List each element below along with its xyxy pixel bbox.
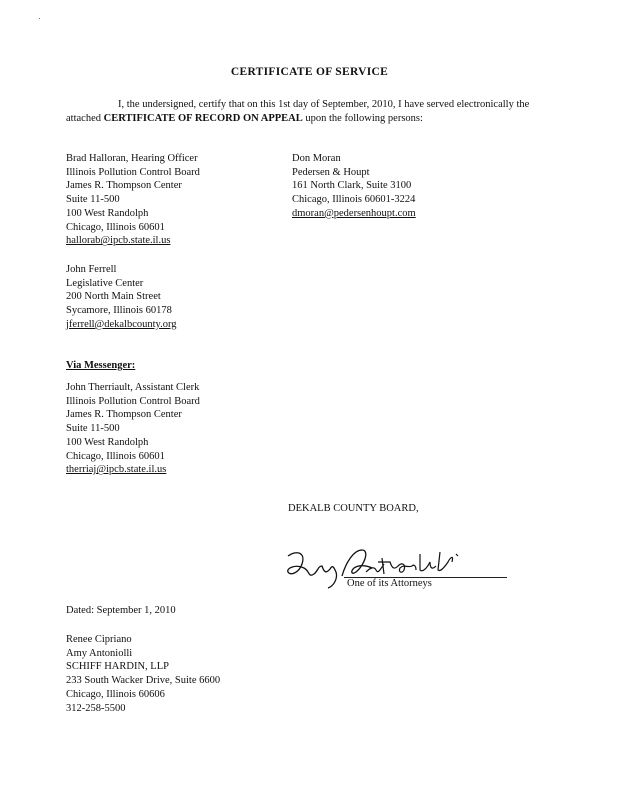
- email-link[interactable]: dmoran@pedersenhoupt.com: [292, 207, 416, 219]
- attorney-line: SCHIFF HARDIN, LLP: [66, 661, 169, 673]
- intro-document-name: CERTIFICATE OF RECORD ON APPEAL: [103, 112, 303, 124]
- address-line: Legislative Center: [66, 277, 144, 289]
- address-line: James R. Thompson Center: [66, 180, 182, 192]
- email-link[interactable]: hallorab@ipcb.state.il.us: [66, 235, 171, 247]
- attorney-line: 312-258-5500: [66, 702, 126, 714]
- email-link[interactable]: therriaj@ipcb.state.il.us: [66, 464, 167, 476]
- attorney-line: Chicago, Illinois 60606: [66, 688, 165, 700]
- intro-text-before: I, the undersigned, certify that on this 1st day of September, 2010, I have served electronically the attached: [66, 99, 530, 124]
- certification-paragraph: [66, 98, 536, 125]
- address-line: James R. Thompson Center: [66, 409, 182, 421]
- address-line: Illinois Pollution Control Board: [66, 166, 200, 178]
- attorney-line: Amy Antoniolli: [66, 647, 133, 659]
- board-name: DEKALB COUNTY BOARD,: [288, 503, 419, 514]
- signature-caption: One of its Attorneys: [347, 578, 432, 589]
- address-line: Illinois Pollution Control Board: [66, 395, 200, 407]
- address-line: John Ferrell: [66, 264, 117, 275]
- intro-text-after: upon the following persons:: [302, 112, 423, 124]
- scan-speck: [39, 18, 40, 19]
- address-line: Brad Halloran, Hearing Officer: [66, 153, 198, 164]
- address-line: Suite 11-500: [66, 194, 120, 206]
- address-line: 161 North Clark, Suite 3100: [292, 180, 412, 192]
- attorney-line: Renee Cipriano: [66, 634, 132, 645]
- address-line: Chicago, Illinois 60601-3224: [292, 194, 416, 206]
- address-line: 100 West Randolph: [66, 436, 149, 448]
- recipient-ferrell: [66, 263, 177, 332]
- address-line: Sycamore, Illinois 60178: [66, 305, 172, 317]
- address-line: Chicago, Illinois 60601: [66, 450, 165, 462]
- address-line: Chicago, Illinois 60601: [66, 221, 165, 233]
- email-link[interactable]: jferrell@dekalbcounty.org: [66, 318, 177, 330]
- address-line: Suite 11-500: [66, 423, 120, 435]
- address-line: 100 West Randolph: [66, 207, 149, 219]
- address-line: John Therriault, Assistant Clerk: [66, 382, 200, 393]
- recipient-therriault: [66, 381, 200, 477]
- recipient-halloran: [66, 152, 200, 248]
- messenger-heading: Via Messenger:: [66, 360, 136, 371]
- recipient-moran: [292, 152, 416, 221]
- attorney-block: [66, 633, 220, 715]
- address-line: Pedersen & Houpt: [292, 166, 370, 178]
- attorney-line: 233 South Wacker Drive, Suite 6600: [66, 675, 221, 687]
- date-line: Dated: September 1, 2010: [66, 605, 176, 616]
- address-line: Don Moran: [292, 153, 341, 164]
- page-title: CERTIFICATE OF SERVICE: [230, 66, 389, 78]
- address-line: 200 North Main Street: [66, 291, 161, 303]
